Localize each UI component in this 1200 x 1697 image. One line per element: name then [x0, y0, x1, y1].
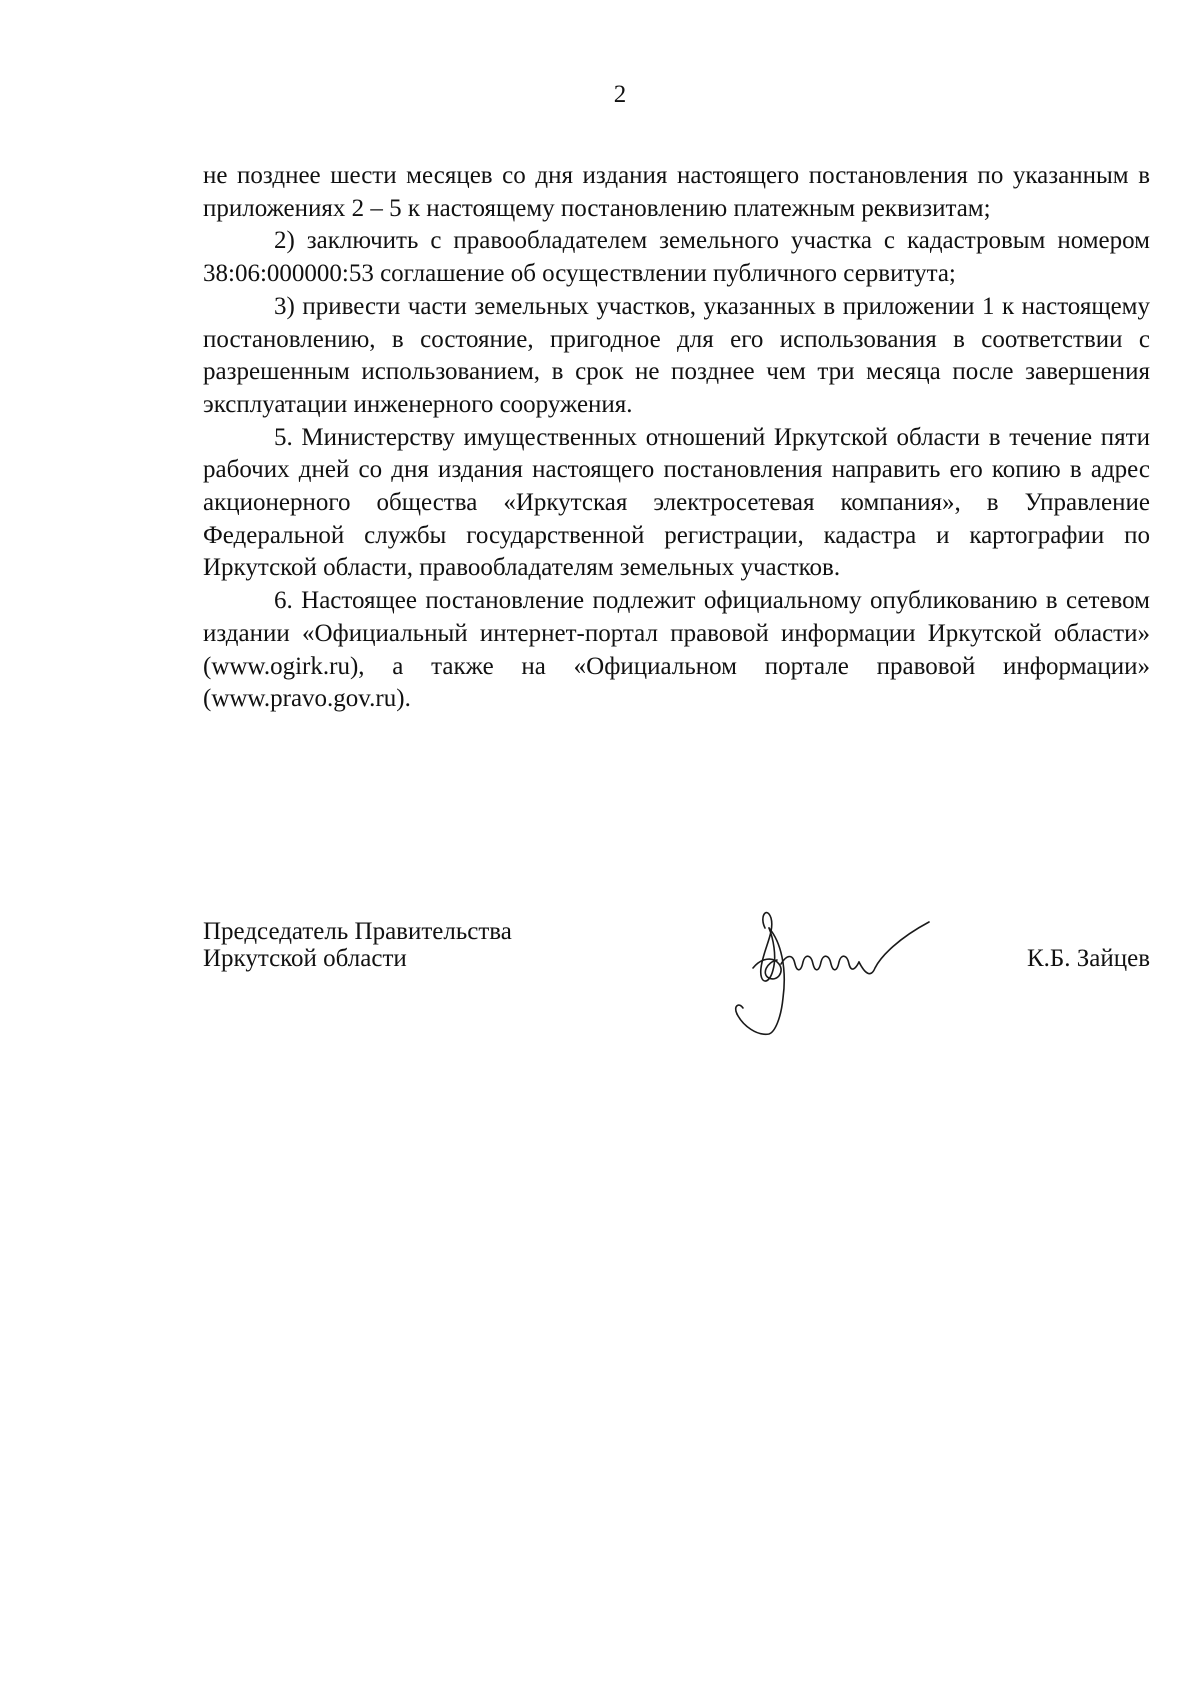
signature-block	[203, 918, 1150, 1078]
paragraph-continuation: не позднее шести месяцев со дня издания настоящего постановления по указанным в приложениях 2 – 5 к настоящему постановлению платежным реквизитам;	[203, 162, 1150, 222]
handwritten-signature	[703, 898, 953, 1058]
signer-name: К.Б. Зайцев	[1026, 945, 1150, 972]
signer-position-line-1: Председатель Правительства	[203, 918, 512, 945]
paragraph-clause-6: 6. Настоящее постановление подлежит официальному опубликованию в сетевом издании «Официальный интернет-портал правовой информации Иркутской области» (www.ogirk.ru), а также на «Официальном портале правовой информации» (www.pravo.gov.ru).	[203, 587, 1150, 713]
page-number: 2	[613, 81, 627, 108]
signer-position	[203, 918, 512, 972]
paragraph-item-3: 3) привести части земельных участков, указанных в приложении 1 к настоящему постановлению, в состояние, пригодное для его использования в соответствии с разрешенным использованием, в срок не позднее чем три месяца после завершения эксплуатации инженерного сооружения.	[203, 292, 1150, 418]
document-body	[203, 160, 1150, 716]
paragraph-clause-5: 5. Министерству имущественных отношений Иркутской области в течение пяти рабочих дней со дня издания настоящего постановления направить его копию в адрес акционерного общества «Иркутская электросетевая компания», в Управление Федеральной службы государственной регистрации, кадастра и картографии по Иркутской области, правообладателям земельных участков.	[203, 423, 1150, 582]
paragraph-item-2: 2) заключить с правообладателем земельного участка с кадастровым номером 38:06:000000:53 соглашение об осуществлении публичного сервитута;	[203, 227, 1150, 288]
signer-position-line-2: Иркутской области	[203, 945, 407, 972]
